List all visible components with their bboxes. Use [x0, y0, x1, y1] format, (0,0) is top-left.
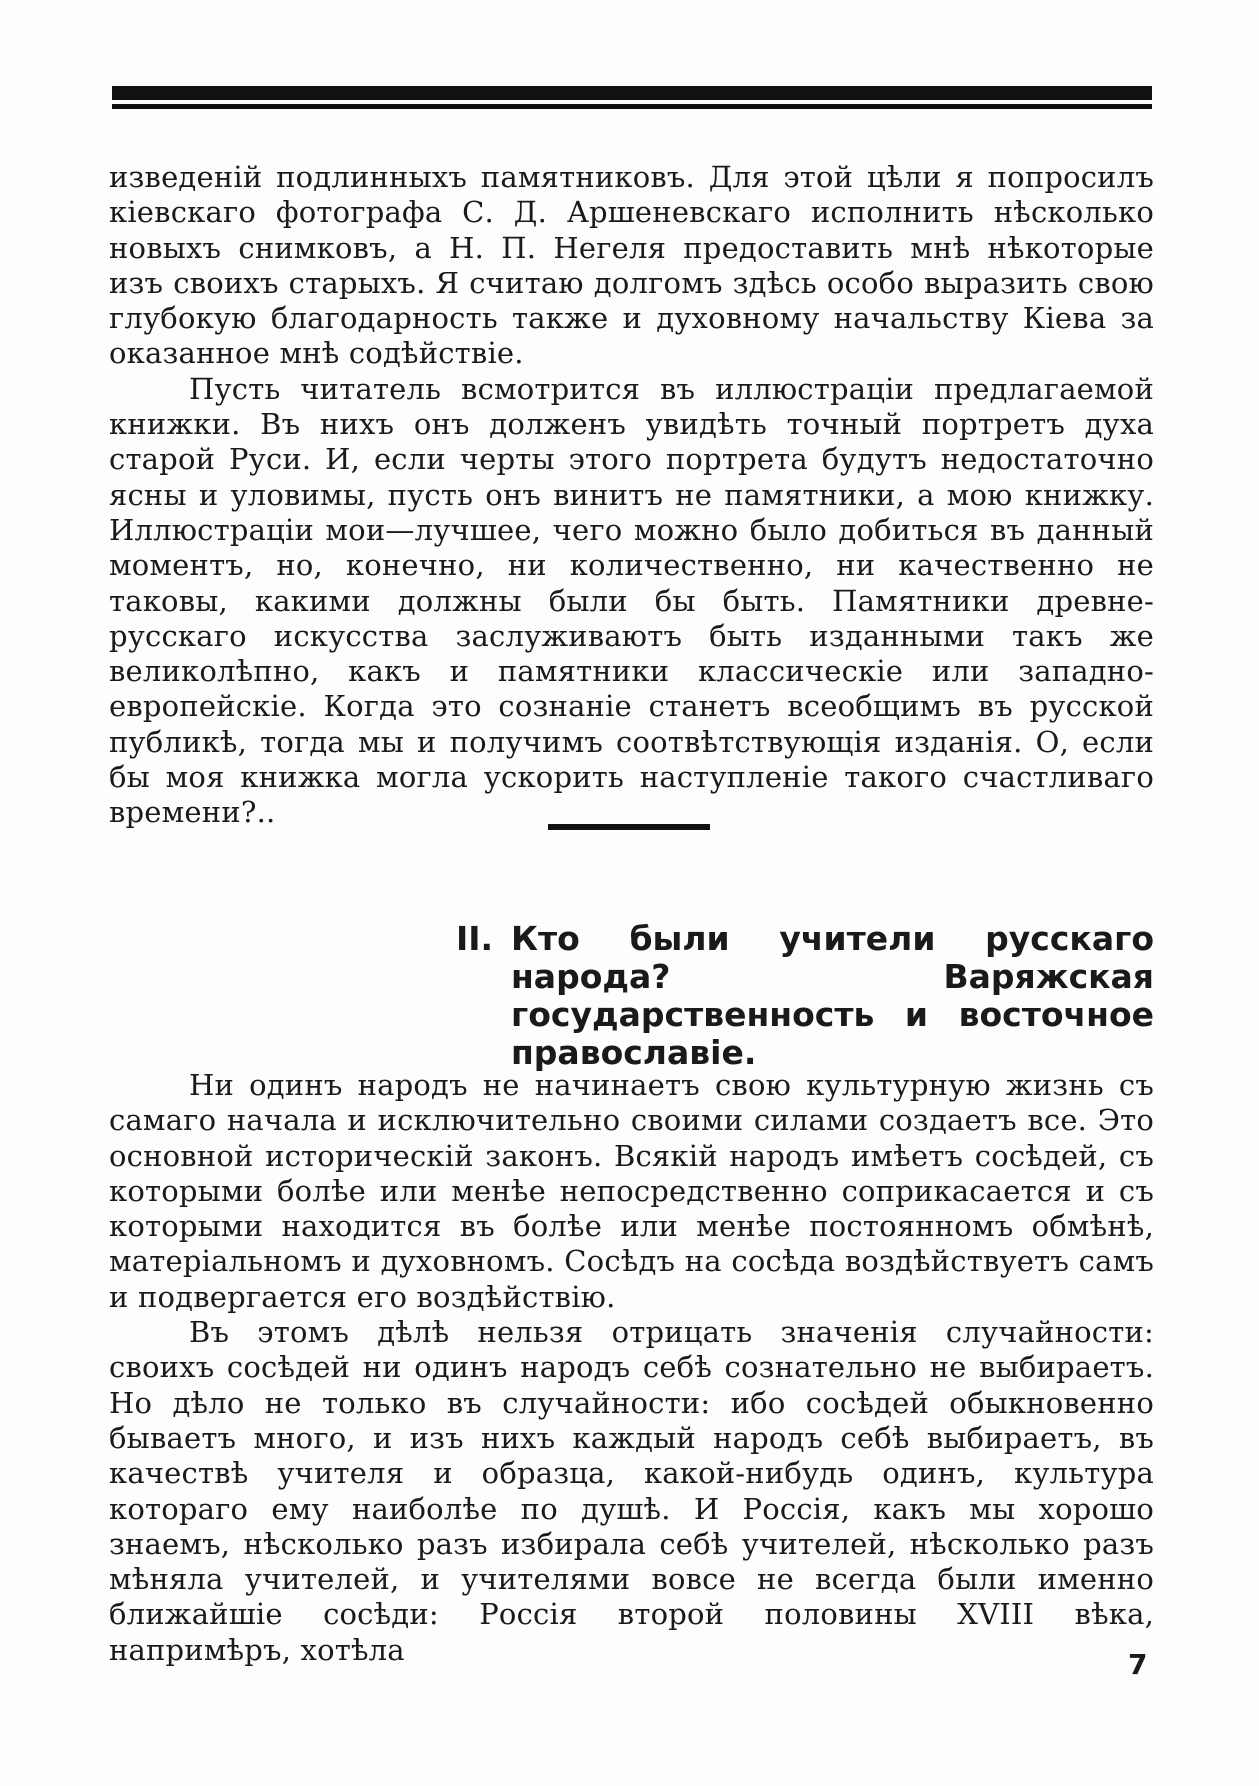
header-rule-thick — [112, 86, 1152, 100]
chapter-body — [109, 1068, 1154, 1668]
paragraph: Въ этомъ дѣлѣ нельзя отрицать значенія случайности: своихъ сосѣдей ни одинъ народъ себѣ сознательно не выбираетъ. Но дѣло не только въ случайности: ибо сосѣдей обыкновенно бываетъ много, и изъ нихъ каждый народъ себѣ выбираетъ, въ качествѣ учителя и образца, какой-нибудь одинъ, культура котораго ему наиболѣе по душѣ. И Россія, какъ мы хорошо знаемъ, нѣсколько разъ избирала себѣ учителей, нѣсколько разъ мѣняла учителей, и учителями вовсе не всегда были именно ближайшіе сосѣди: Россія второй половины XVIII вѣка, напримѣръ, хотѣла — [109, 1315, 1154, 1667]
header-rule-thin — [112, 104, 1152, 109]
paragraph: изведеній подлинныхъ памятниковъ. Для этой цѣли я попросилъ кіевскаго фотографа С. Д. Аршеневскаго исполнить нѣсколько новыхъ снимковъ, а Н. П. Негеля предоставить мнѣ нѣкоторые изъ своихъ старыхъ. Я считаю долгомъ здѣсь особо выразить свою глубокую благодарность также и духовному начальству Кіева за оказанное мнѣ содѣйствіе. — [109, 160, 1154, 371]
paragraph: Пусть читатель всмотрится въ иллюстраціи предлагаемой книжки. Въ нихъ онъ долженъ увидѣть точный портретъ духа старой Руси. И, если черты этого портрета будутъ недостаточно ясны и уловимы, пусть онъ винитъ не памятники, а мою книжку. Иллюстраціи мои—лучшее, чего можно было добиться въ данный моментъ, но, конечно, ни количественно, ни качественно не таковы, какими должны были бы быть. Памятники древне-русскаго искусства заслуживаютъ быть изданными такъ же великолѣпно, какъ и памятники классическіе или западно-европейскіе. Когда это сознаніе станетъ всеобщимъ въ русской публикѣ, тогда мы и получимъ соотвѣтствующія изданія. О, если бы моя книжка могла ускорить наступленіе такого счастливаго времени?.. — [109, 371, 1154, 830]
paragraph: Ни одинъ народъ не начинаетъ свою культурную жизнь съ самаго начала и исключительно своими силами создаетъ все. Это основной историческій законъ. Всякій народъ имѣетъ сосѣдей, съ которыми болѣе или менѣе непосредственно соприкасается и съ которыми находится въ болѣе или менѣе постоянномъ обмѣнѣ, матеріальномъ и духовномъ. Сосѣдъ на сосѣда воздѣйствуетъ самъ и подвергается его воздѣйствію. — [109, 1068, 1154, 1314]
section-divider — [548, 824, 710, 830]
chapter-number: II. — [456, 919, 494, 958]
page-number: 7 — [1128, 1648, 1148, 1681]
preface-continuation — [109, 160, 1154, 831]
chapter-title: Кто были учители русскаго народа? Варяжская государственность и восточное православіе. — [511, 919, 1154, 1072]
